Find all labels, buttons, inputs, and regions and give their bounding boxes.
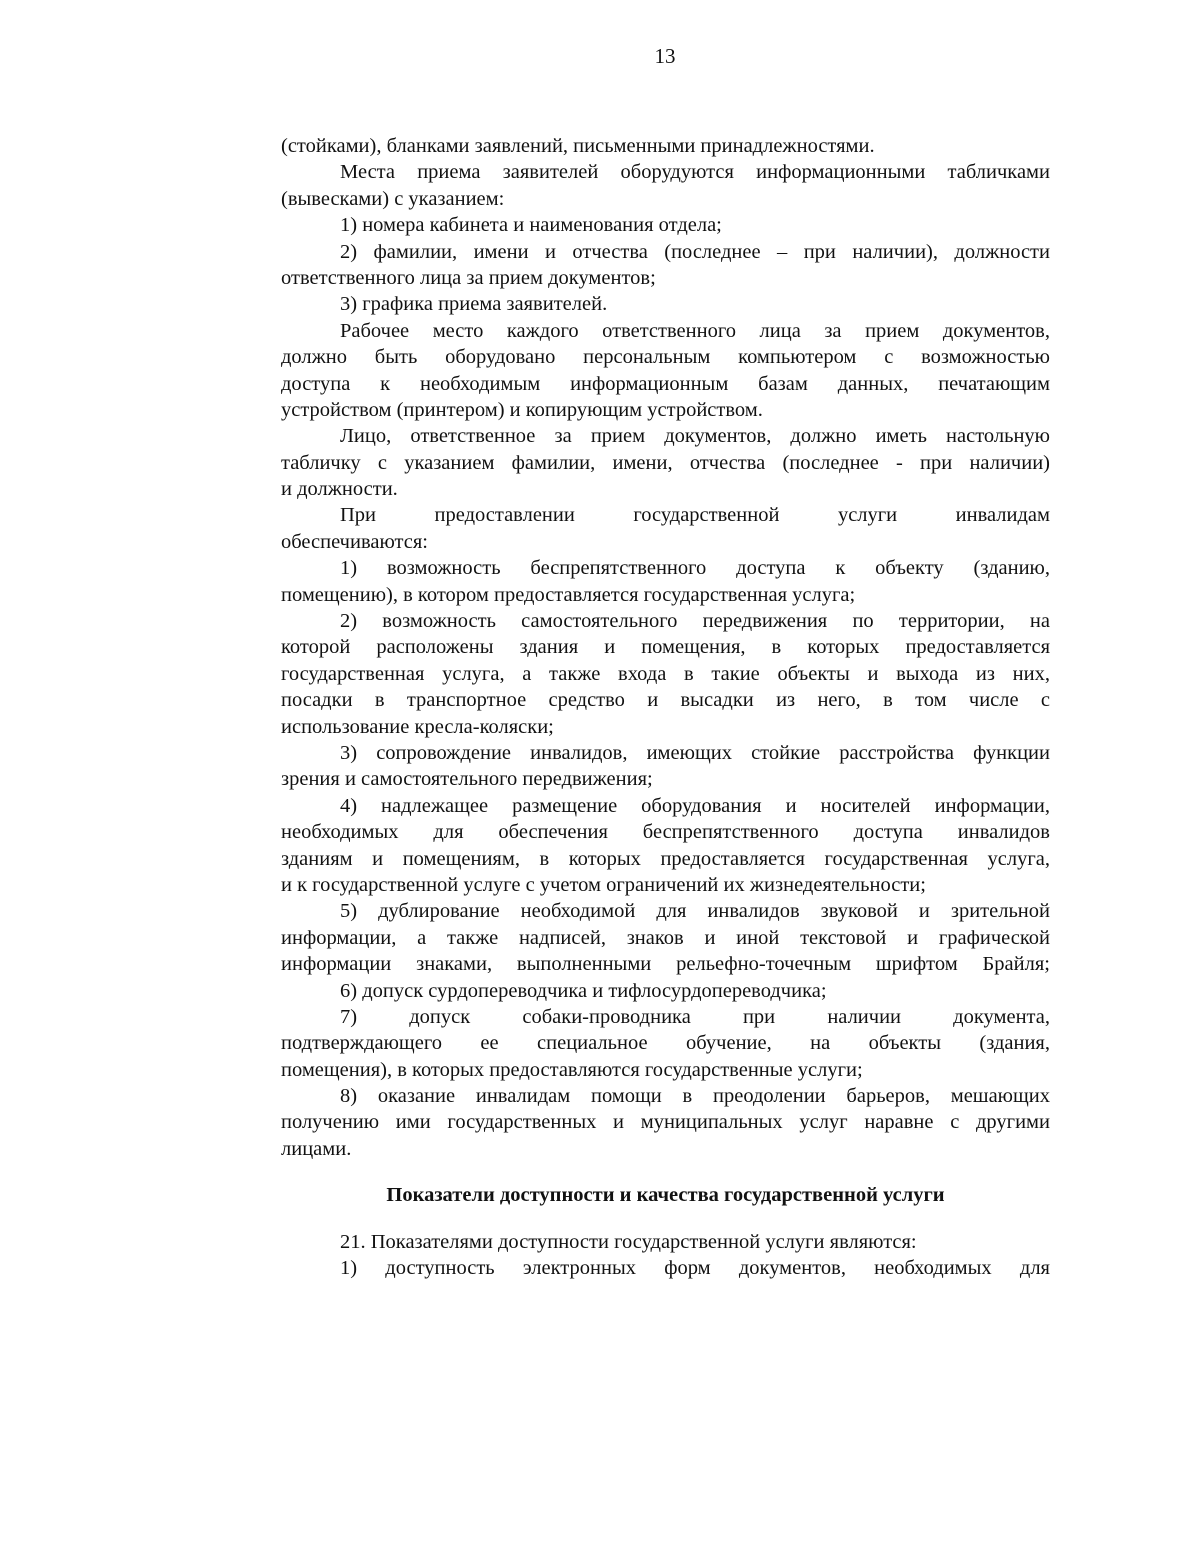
- text-line: ответственного лица за прием документов;: [281, 266, 656, 289]
- text-line: При предоставлении государственной услуги инвалидам: [340, 504, 1050, 527]
- text-line: 4) надлежащее размещение оборудования и носителей информации,: [340, 794, 1050, 817]
- text-line: зрения и самостоятельного передвижения;: [281, 768, 653, 791]
- section-paragraphs: [281, 1229, 1050, 1282]
- text-line: (стойками), бланками заявлений, письменными принадлежностями.: [281, 135, 875, 157]
- text-line: доступа к необходимым информационным базам данных, печатающим: [281, 372, 1050, 395]
- text-line: информации, а также надписей, знаков и иной текстовой и графической: [281, 926, 1050, 949]
- text-line: 1) возможность беспрепятственного доступа к объекту (зданию,: [340, 557, 1050, 580]
- text-line: и должности.: [281, 478, 398, 501]
- text-line: 6) допуск сурдопереводчика и тифлосурдопереводчика;: [340, 979, 827, 1002]
- text-line: 21. Показателями доступности государственной услуги являются:: [340, 1230, 917, 1253]
- text-line: 1) доступность электронных форм документов, необходимых для: [340, 1257, 1050, 1280]
- text-line: и к государственной услуге с учетом ограничений их жизнедеятельности;: [281, 873, 926, 896]
- text-line: государственная услуга, а также входа в такие объекты и выхода из них,: [281, 662, 1050, 685]
- text-line: лицами.: [281, 1137, 352, 1160]
- text-line: получению ими государственных и муниципальных услуг наравне с другими: [281, 1111, 1050, 1134]
- text-line: табличку с указанием фамилии, имени, отчества (последнее - при наличии): [281, 451, 1050, 474]
- text-line: Рабочее место каждого ответственного лица за прием документов,: [340, 319, 1050, 342]
- page-number-text: 13: [654, 44, 676, 68]
- body-paragraphs: [281, 133, 1050, 1162]
- text-line: устройством (принтером) и копирующим устройством.: [281, 398, 763, 421]
- text-line: 3) графика приема заявителей.: [340, 293, 608, 316]
- text-line: Места приема заявителей оборудуются информационными табличками: [340, 161, 1050, 184]
- text-line: 2) фамилии, имени и отчества (последнее – при наличии), должности: [340, 240, 1050, 263]
- document-body: [281, 133, 1050, 1281]
- text-line: подтверждающего ее специальное обучение, на объекты (здания,: [281, 1032, 1050, 1055]
- text-line: зданиям и помещениям, в которых предоставляется государственная услуга,: [281, 847, 1050, 870]
- text-line: Лицо, ответственное за прием документов, должно иметь настольную: [340, 425, 1050, 448]
- page-number: [0, 44, 1200, 69]
- text-line: помещению), в котором предоставляется государственная услуга;: [281, 583, 856, 606]
- text-line: необходимых для обеспечения беспрепятственного доступа инвалидов: [281, 821, 1050, 844]
- text-line: (вывесками) с указанием:: [281, 187, 505, 210]
- text-line: использование кресла-коляски;: [281, 715, 554, 738]
- text-line: обеспечиваются:: [281, 530, 428, 553]
- text-line: 1) номера кабинета и наименования отдела;: [340, 214, 722, 237]
- text-line: 5) дублирование необходимой для инвалидов звуковой и зрительной: [340, 900, 1050, 923]
- text-line: 8) оказание инвалидам помощи в преодолении барьеров, мешающих: [340, 1085, 1050, 1108]
- text-line: которой расположены здания и помещения, в которых предоставляется: [281, 636, 1050, 659]
- text-line: 7) допуск собаки-проводника при наличии документа,: [340, 1005, 1050, 1028]
- text-line: посадки в транспортное средство и высадки из него, в том числе с: [281, 689, 1050, 712]
- text-line: 2) возможность самостоятельного передвижения по территории, на: [340, 610, 1050, 633]
- section-heading: Показатели доступности и качества государственной услуги: [386, 1184, 945, 1207]
- text-line: помещения), в которых предоставляются государственные услуги;: [281, 1058, 863, 1081]
- text-line: должно быть оборудовано персональным компьютером с возможностью: [281, 346, 1050, 369]
- text-line: 3) сопровождение инвалидов, имеющих стойкие расстройства функции: [340, 741, 1050, 764]
- text-line: информации знаками, выполненными рельефно-точечным шрифтом Брайля;: [281, 953, 1050, 976]
